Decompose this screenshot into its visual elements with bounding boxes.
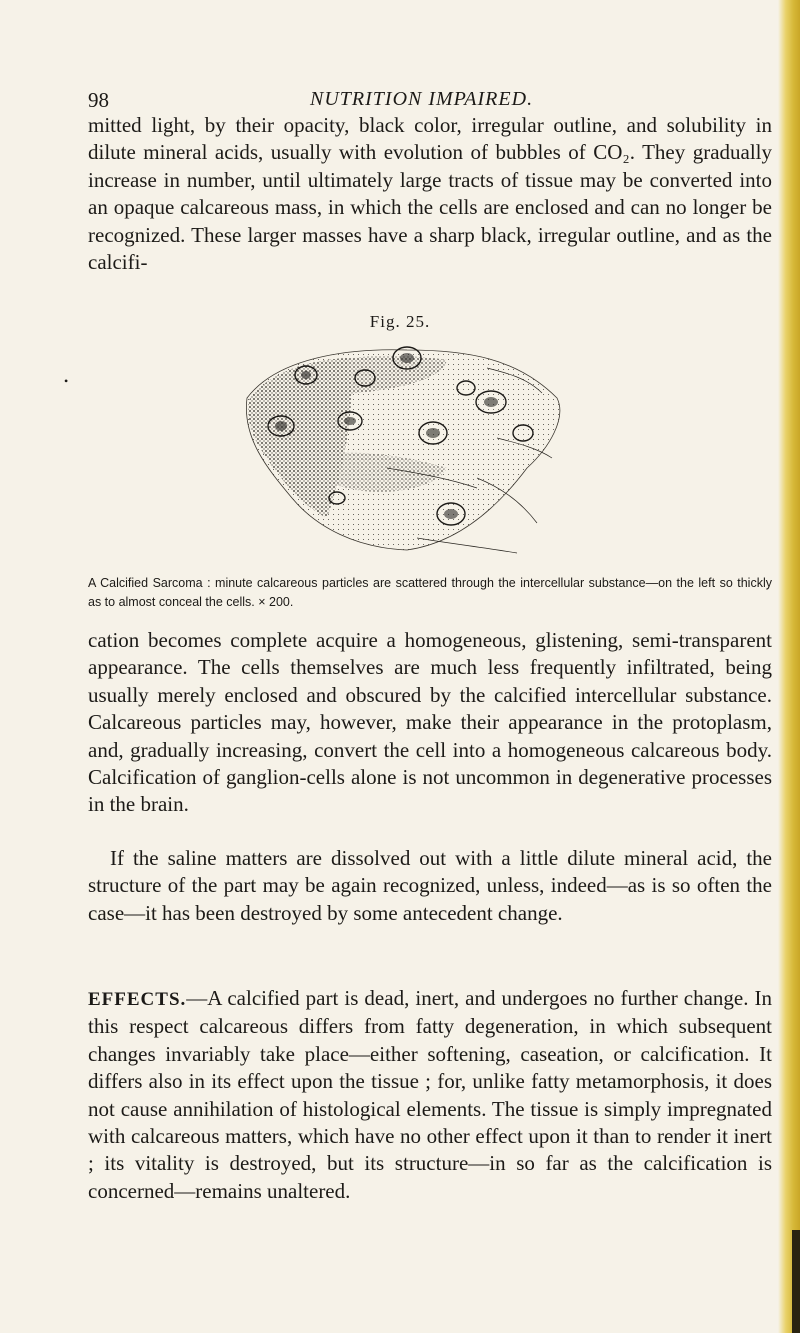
running-title: NUTRITION IMPAIRED. [310, 88, 534, 110]
page-edge-shadow [792, 1230, 800, 1333]
margin-bullet: • [64, 374, 69, 388]
figure-caption: A Calcified Sarcoma : minute calcareous particles are scattered through the intercellular substance—on the left so thickly as to almost conceal the cells. × 200. [88, 576, 772, 609]
paragraph-4 [88, 985, 772, 1205]
figure-label: Fig. 25. [369, 312, 431, 331]
section-heading-effects: EFFECTS. [88, 989, 187, 1010]
paragraph-1: mitted light, by their opacity, black color, irregular outline, and solubility in dilute mineral acids, usually with evolution of bubbles of CO₂. They gradually increase in number, until ultimately large tracts of tissue may be converted into an opaque calcareous mass, in which the cells are enclosed and can no longer be recognized. These larger masses have a sharp black, irregular outline, and as the calcifi- [88, 113, 772, 275]
sarcoma-illustration [237, 338, 567, 560]
page-number: 98 [88, 88, 109, 112]
paragraph-3: If the saline matters are dissolved out with a little dilute mineral acid, the structure of the part may be again recognized, unless, indeed—as is so often the case—it has been destroyed by some antecedent change. [88, 846, 772, 925]
paragraph-2: cation becomes complete acquire a homogeneous, glistening, semi-transparent appearance. The cells themselves are much less frequently infiltrated, being usually merely enclosed and obscured by the calcified intercellular substance. Calcareous particles may, however, make their appearance in the protoplasm, and, gradually increasing, convert the cell into a homogeneous calcareous body. Calcification of ganglion-cells alone is not uncommon in degenerative processes in the brain. [88, 628, 772, 817]
paragraph-4-text: —A calcified part is dead, inert, and undergoes no further change. In this respect calcareous differs from fatty degeneration, in which subsequent changes invariably take place—either softening, caseation, or calcification. It differs also in its effect upon the tissue ; for, unlike fatty metamorphosis, it does not cause annihilation of histological elements. The tissue is simply impregnated with calcareous matters, which have no other effect upon it than to render it inert ; its vitality is destroyed, but its structure—in so far as the calcification is concerned—remains unaltered. [88, 986, 772, 1203]
page-edge [778, 0, 800, 1333]
